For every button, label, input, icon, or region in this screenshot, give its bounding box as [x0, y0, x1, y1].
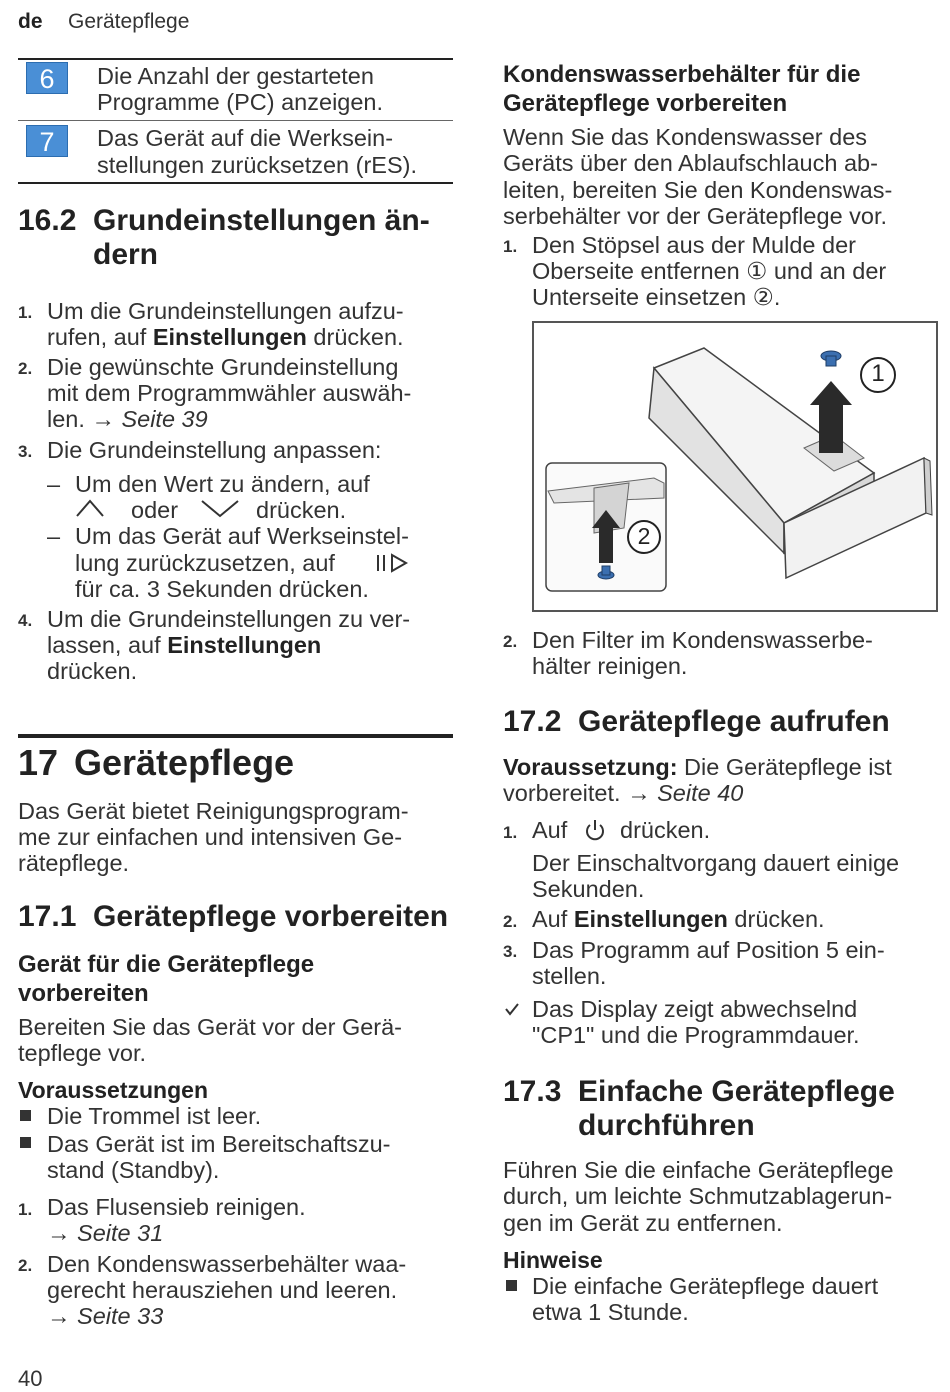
kond-para-l1: Wenn Sie das Kondenswasser des — [503, 124, 868, 150]
section-17-3-number: 17.3 — [503, 1075, 562, 1108]
chevron-down-icon — [200, 497, 240, 519]
page-reference[interactable]: Seite 39 — [121, 406, 208, 432]
square-bullet-icon — [506, 1280, 517, 1291]
s162-step3-l1: Die Grundeinstellung anpassen: — [47, 437, 382, 463]
table-top-rule — [18, 58, 453, 60]
text-span: Auf — [532, 906, 574, 932]
s162-sub1-oder: oder — [131, 497, 179, 523]
s171-step1-ref — [47, 1220, 163, 1247]
s172-step1-a: Auf — [532, 817, 568, 843]
s172-step2 — [532, 906, 825, 933]
einstellungen-label: Einstellungen — [167, 632, 322, 658]
s173-note1-l2: etwa 1 Stunde. — [532, 1299, 689, 1325]
kond-step2-l2: hälter reinigen. — [532, 653, 688, 679]
s171-subheading-l2: vorbereiten — [18, 980, 149, 1007]
square-bullet-icon — [20, 1137, 31, 1148]
chevron-up-icon — [75, 497, 105, 519]
table-row-6-line2: Programme (PC) anzeigen. — [97, 89, 384, 115]
kond-heading-l1: Kondenswasserbehälter für die — [503, 61, 861, 88]
table-row-6-line1: Die Anzahl der gestarteten — [97, 63, 374, 89]
kond-step1-l2: Oberseite entfernen ① und an der — [532, 258, 887, 284]
s17-intro-l2: me zur einfachen und intensiven Ge- — [18, 824, 403, 850]
arrow-right-icon: → — [47, 1303, 71, 1329]
s162-sub1-druecken: drücken. — [256, 497, 347, 523]
step-number: 1. — [18, 1200, 33, 1219]
callout-2-label: 2 — [637, 523, 651, 549]
einstellungen-label: Einstellungen — [573, 906, 728, 932]
step-number: 3. — [18, 442, 33, 461]
chapter-17-number: 17 — [18, 742, 59, 783]
callout-1-label: 1 — [871, 360, 885, 387]
power-icon — [584, 818, 606, 842]
step-number: 1. — [503, 823, 518, 842]
s162-step4-l2 — [47, 632, 321, 659]
kond-step1-l3: Unterseite einsetzen ②. — [532, 284, 781, 310]
s173-para-l1: Führen Sie die einfache Gerätepflege — [503, 1157, 894, 1183]
text-span: drücken. — [306, 324, 404, 350]
s172-step3-l1: Das Programm auf Position 5 ein- — [532, 937, 885, 963]
chapter-17-title: Gerätepflege — [74, 742, 295, 783]
notes-heading: Hinweise — [503, 1247, 603, 1273]
table-bottom-rule — [18, 182, 453, 184]
step-number: 2. — [503, 912, 518, 931]
s171-step1-l1: Das Flusensieb reinigen. — [47, 1194, 306, 1220]
s172-step3-l2: stellen. — [532, 963, 607, 989]
s162-sub2-l3: für ca. 3 Sekunden drücken. — [75, 576, 369, 602]
s171-para-l1: Bereiten Sie das Gerät vor der Gerä- — [18, 1014, 403, 1040]
s172-step1-b: drücken. — [620, 817, 711, 843]
kond-para-l4: serbehälter vor der Gerätepflege vor. — [503, 203, 888, 229]
section-17-2-title: Gerätepflege aufrufen — [578, 705, 890, 738]
s171-step2-l2: gerecht herausziehen und leeren. — [47, 1277, 398, 1303]
step-number: 2. — [18, 1256, 33, 1275]
s171-para-l2: tepflege vor. — [18, 1040, 147, 1066]
checkmark-icon — [504, 1001, 520, 1017]
kond-para-l3: leiten, bereiten Sie den Kondenswas- — [503, 177, 893, 203]
section-16-2-title-l2: dern — [93, 238, 159, 271]
text-span: len. — [47, 406, 92, 432]
step-number: 2. — [18, 359, 33, 378]
condensate-container-illustration — [532, 321, 938, 612]
dash-bullet: – — [47, 523, 61, 549]
text-span: lassen, auf — [47, 632, 168, 658]
s172-result2-l1: Das Display zeigt abwechselnd — [532, 996, 858, 1022]
s171-step2-ref — [47, 1303, 163, 1330]
requirement-2-l1: Das Gerät ist im Bereitschaftszu- — [47, 1131, 391, 1157]
arrow-right-icon: → — [91, 406, 115, 432]
display-number-6: 6 — [26, 62, 68, 94]
dash-bullet: – — [47, 471, 61, 497]
s172-result-l1: Der Einschaltvorgang dauert einige — [532, 850, 900, 876]
s162-step1-l1: Um die Grundeinstellungen aufzu- — [47, 298, 404, 324]
section-17-1-title: Gerätepflege vorbereiten — [93, 900, 449, 933]
chapter-rule — [18, 734, 453, 738]
kond-para-l2: Geräts über den Ablaufschlauch ab- — [503, 150, 878, 176]
section-17-2-number: 17.2 — [503, 705, 562, 738]
s162-step4-l1: Um die Grundeinstellungen zu ver- — [47, 606, 411, 632]
kond-step2-l1: Den Filter im Kondenswasserbe- — [532, 627, 873, 653]
s17-intro-l1: Das Gerät bietet Reinigungsprogram- — [18, 798, 409, 824]
s173-note1-l1: Die einfache Gerätepflege dauert — [532, 1273, 879, 1299]
s162-step2-l1: Die gewünschte Grundeinstellung — [47, 354, 399, 380]
page-reference[interactable]: Seite 40 — [657, 780, 744, 806]
arrow-right-icon: → — [627, 780, 651, 806]
table-row-7-line2: stellungen zurücksetzen (rES). — [97, 152, 418, 178]
text-span: drücken. — [727, 906, 825, 932]
text-span: Die Gerätepflege ist — [677, 754, 892, 780]
display-number-7: 7 — [26, 125, 68, 157]
step-number: 3. — [503, 942, 518, 961]
requirements-heading: Voraussetzungen — [18, 1077, 208, 1103]
s173-para-l3: gen im Gerät zu entfernen. — [503, 1210, 783, 1236]
s162-step2-l3 — [47, 406, 208, 433]
s172-result2-l2: "CP1" und die Programmdauer. — [532, 1022, 860, 1048]
s162-step2-l2: mit dem Programmwähler auswäh- — [47, 380, 412, 406]
s173-para-l2: durch, um leichte Schmutzablagerun- — [503, 1183, 893, 1209]
section-17-3-title-l2: durchführen — [578, 1109, 755, 1142]
einstellungen-label: Einstellungen — [152, 324, 307, 350]
kond-step1-l1: Den Stöpsel aus der Mulde der — [532, 232, 856, 258]
step-number: 4. — [18, 611, 33, 630]
s172-precondition-l2 — [503, 780, 743, 807]
step-number: 1. — [503, 237, 518, 256]
s172-result-l2: Sekunden. — [532, 876, 645, 902]
text-span: rufen, auf — [47, 324, 153, 350]
step-number: 2. — [503, 632, 518, 651]
step-number: 1. — [18, 303, 33, 322]
page-reference[interactable]: Seite 33 — [77, 1303, 164, 1329]
requirement-1: Die Trommel ist leer. — [47, 1103, 262, 1129]
start-pause-icon — [372, 552, 412, 574]
s162-step1-l2 — [47, 324, 404, 351]
s162-sub1-l1: Um den Wert zu ändern, auf — [75, 471, 370, 497]
table-row-divider — [18, 120, 453, 121]
s171-step2-l1: Den Kondenswasserbehälter waa- — [47, 1251, 407, 1277]
page-number: 40 — [18, 1366, 43, 1391]
precondition-label: Voraussetzung: — [503, 754, 678, 780]
section-16-2-number: 16.2 — [18, 204, 77, 237]
text-span: vorbereitet. — [503, 780, 628, 806]
s162-sub2-l2: lung zurückzusetzen, auf — [75, 550, 335, 576]
requirement-2-l2: stand (Standby). — [47, 1157, 220, 1183]
s171-subheading-l1: Gerät für die Gerätepflege — [18, 951, 315, 978]
s172-precondition-l1 — [503, 754, 892, 781]
page-reference[interactable]: Seite 31 — [77, 1220, 164, 1246]
header-section-title: Gerätepflege — [68, 10, 190, 33]
section-17-1-number: 17.1 — [18, 900, 77, 933]
language-code: de — [18, 10, 43, 33]
s162-sub2-l1: Um das Gerät auf Werkseinstel- — [75, 523, 409, 549]
section-17-3-title-l1: Einfache Gerätepflege — [578, 1075, 895, 1108]
square-bullet-icon — [20, 1110, 31, 1121]
table-row-7-line1: Das Gerät auf die Werksein- — [97, 125, 394, 151]
arrow-right-icon: → — [47, 1220, 71, 1246]
kond-heading-l2: Gerätepflege vorbereiten — [503, 90, 788, 117]
section-16-2-title-l1: Grundeinstellungen än- — [93, 204, 430, 237]
s162-step4-l3: drücken. — [47, 658, 138, 684]
s17-intro-l3: rätepflege. — [18, 850, 130, 876]
